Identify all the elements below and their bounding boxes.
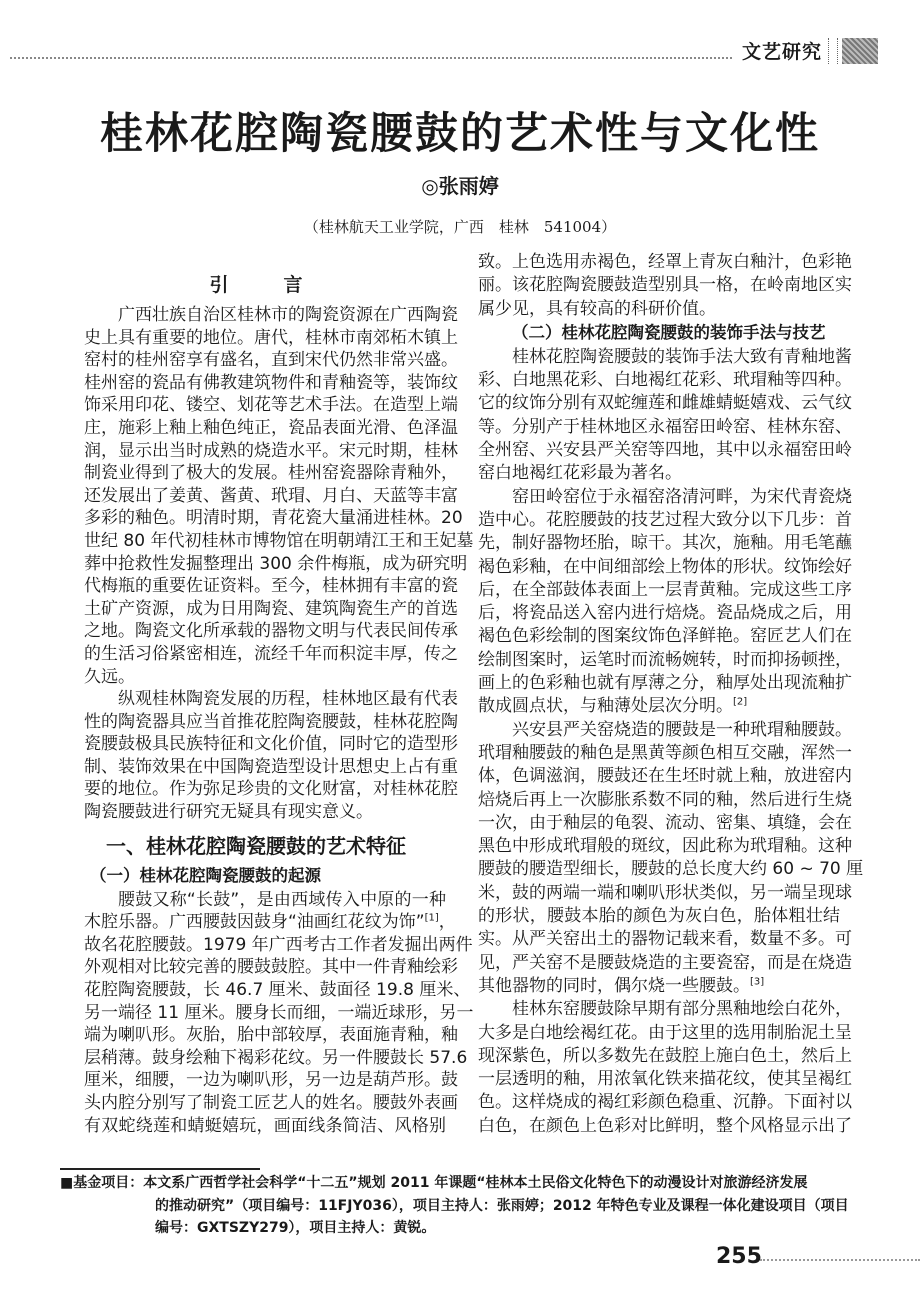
line-text: 其他器物的同时，偶尔烧一些腰鼓。	[478, 975, 750, 996]
text-line	[84, 979, 471, 1002]
text-line	[84, 440, 458, 463]
line-text: 代梅瓶的重要佐证资料。至今，桂林拥有丰富的瓷	[84, 576, 458, 597]
subsection-heading	[478, 321, 840, 346]
text-line	[84, 733, 458, 756]
line-text: 一层透明的釉，用浓氧化铁来描花纹，使其呈褐红	[478, 1069, 852, 1090]
text-line	[478, 602, 852, 625]
text-line	[84, 1024, 458, 1047]
line-text: 层稍薄。鼓身绘釉下褐彩花纹。另一件腰鼓长 57.6	[84, 1047, 468, 1068]
text-line	[478, 439, 852, 462]
line-text: 引 言	[209, 274, 321, 296]
text-line	[478, 556, 852, 579]
line-text: 纵观桂林陶瓷发展的历程，桂林地区最有代表	[118, 689, 458, 710]
citation-ref: [3]	[750, 976, 765, 988]
text-line	[478, 274, 852, 297]
citation-ref: [1]	[424, 912, 439, 924]
text-line	[478, 695, 840, 718]
text-line	[84, 756, 458, 779]
line-text: （二）桂林花腔陶瓷腰鼓的装饰手法与技艺	[512, 322, 826, 342]
text-line	[478, 369, 852, 392]
line-text: 之地。陶瓷文化所承载的器物文明与代表民间传承	[84, 621, 458, 642]
text-line	[84, 1092, 458, 1115]
line-text: 久远。	[84, 666, 135, 687]
left-column	[84, 270, 474, 1137]
line-text: 一、桂林花腔陶瓷腰鼓的艺术特征	[106, 833, 406, 858]
text-line	[478, 905, 840, 928]
line-text: 还发展出了姜黄、酱黄、玳瑁、月白、天蓝等丰富	[84, 485, 458, 506]
line-text: 丽。该花腔陶瓷腰鼓造型别具一格，在岭南地区实	[478, 275, 852, 296]
text-line	[84, 666, 446, 689]
text-line	[84, 778, 458, 801]
line-text: 花腔陶瓷腰鼓，长 46.7 厘米、鼓面径 19.8 厘米、	[84, 980, 471, 1001]
text-line	[84, 711, 458, 734]
header-rule	[10, 57, 732, 59]
text-line	[478, 416, 852, 439]
section-heading	[84, 270, 446, 304]
line-text: 故名花腔腰鼓。1979 年广西考古工作者发掘出两件	[84, 934, 473, 955]
text-line	[478, 625, 852, 648]
text-line	[84, 598, 458, 621]
line-text: 制瓷业得到了极大的发展。桂州窑瓷器除青釉外，	[84, 463, 458, 484]
text-line	[84, 801, 446, 824]
text-line	[84, 1115, 446, 1138]
header-decoration-bars	[828, 38, 838, 64]
text-line	[478, 298, 840, 321]
line-text: 先，制好器物坯胎，晾干。其次，施釉。用毛笔蘸	[478, 533, 852, 554]
line-text: 的形状，腰鼓本胎的颜色为灰白色，胎体粗壮结	[478, 906, 840, 927]
text-line	[478, 882, 852, 905]
article-author: ◎张雨婷	[421, 174, 499, 198]
section-heading	[84, 824, 446, 864]
line-text: 兴安县严关窑烧造的腰鼓是一种玳瑁釉腰鼓。	[512, 719, 852, 740]
line-text: 外观相对比较完善的腰鼓鼓腔。其中一件青釉绘彩	[84, 957, 458, 978]
text-line	[478, 579, 852, 602]
subsection-heading	[84, 864, 446, 889]
line-text: 实。从严关窑出土的器物记载来看，数量不多。可	[478, 929, 852, 950]
text-line	[84, 643, 458, 666]
header-decoration-block	[842, 38, 878, 64]
line-text: 饰采用印花、镂空、划花等艺术手法。在造型上端	[84, 395, 458, 416]
line-text: 体，色调滋润，腰鼓还在生坯时就上釉，放进窑内	[478, 766, 852, 787]
line-text: 玳瑁釉腰鼓的釉色是黑黄等颜色相互交融，浑然一	[478, 742, 852, 763]
text-line	[84, 304, 458, 327]
footnote-line: 编号：GXTSZY279），项目主持人：黄锐。	[155, 1220, 436, 1236]
text-line	[478, 509, 852, 532]
line-text: 白色，在颜色上色彩对比鲜明，整个风格显示出了	[478, 1115, 852, 1136]
text-line	[84, 934, 473, 957]
footnote-rule	[60, 1168, 260, 1170]
line-text: 彩、白地黑花彩、白地褐红花彩、玳瑁釉等四种。	[478, 370, 852, 391]
line-text: 陶瓷腰鼓进行研究无疑具有现实意义。	[84, 802, 373, 823]
line-text: 褐色彩釉，在中间细部绘上物体的形状。纹饰绘好	[478, 556, 852, 577]
text-line	[84, 394, 458, 417]
text-line	[84, 1069, 458, 1092]
line-text: 窑田岭窑位于永福窑洛清河畔，为宋代青瓷烧	[512, 486, 852, 507]
line-text: 它的纹饰分别有双蛇缠莲和雌雄蜻蜓嬉戏、云气纹	[478, 393, 852, 414]
line-text: （一）桂林花腔陶瓷腰鼓的起源	[90, 865, 321, 885]
line-text: 一次，由于釉层的龟裂、流动、密集、填缝，会在	[478, 812, 852, 833]
article-title: 桂林花腔陶瓷腰鼓的艺术性与文化性	[100, 109, 820, 159]
line-text: 性的陶瓷器具应当首推花腔陶瓷腰鼓，桂林花腔陶	[84, 711, 458, 732]
text-line	[478, 858, 864, 881]
section-label: 文艺研究	[742, 41, 823, 63]
text-line	[84, 417, 458, 440]
text-line	[478, 952, 852, 975]
text-line	[84, 372, 458, 395]
text-line	[84, 1047, 468, 1070]
text-line	[84, 462, 458, 485]
right-column	[478, 251, 864, 1138]
line-text: 葬中抢救性发掘整理出 300 余件梅瓶，成为研究明	[84, 553, 468, 574]
text-line	[84, 575, 458, 598]
text-line	[478, 975, 840, 998]
citation-ref: [2]	[733, 696, 748, 708]
line-text: 色。这样烧成的褐红彩颜色稳重、沉静。下面衬以	[478, 1092, 852, 1113]
line-text: 有双蛇绕莲和蜻蜓嬉玩，画面线条简洁、风格别	[84, 1115, 446, 1136]
text-line	[84, 530, 474, 553]
text-line	[478, 719, 852, 742]
line-text: 多彩的釉色。明清时期，青花瓷大量涌进桂林。20	[84, 508, 463, 529]
line-text: 桂州窑的瓷品有佛教建筑物件和青釉瓷等，装饰纹	[84, 372, 458, 393]
text-line	[478, 1115, 852, 1138]
line-text: 后，将瓷品送入窑内进行焙烧。瓷品烧成之后，用	[478, 603, 852, 624]
text-line	[478, 1022, 852, 1045]
funding-footnote	[60, 1172, 860, 1240]
line-text: 等。分别产于桂林地区永福窑田岭窑、桂林东窑、	[478, 416, 852, 437]
article-affiliation: （桂林航天工业学院，广西 桂林 541004）	[303, 218, 617, 236]
line-text: 润，显示出当时成熟的烧造水平。宋元时期，桂林	[84, 440, 458, 461]
text-line	[84, 911, 456, 934]
text-line	[478, 672, 852, 695]
line-text: 腰鼓的腰造型细长，腰鼓的总长度大约 60 ~ 70 厘	[478, 859, 864, 880]
line-text: 褐色色彩绘制的图案纹饰色泽鲜艳。窑匠艺人们在	[478, 626, 852, 647]
text-line	[478, 928, 852, 951]
text-line	[84, 485, 458, 508]
text-line	[478, 1045, 852, 1068]
line-text: 广西壮族自治区桂林市的陶瓷资源在广西陶瓷	[118, 305, 458, 325]
line-text: 见，严关窑不是腰鼓烧造的主要瓷窑，而是在烧造	[478, 952, 852, 973]
line-text: 土矿产资源，成为日用陶瓷、建筑陶瓷生产的首选	[84, 598, 458, 619]
line-text: 另一端径 11 厘米。腰身长而细，一端近球形，另一	[84, 1002, 474, 1023]
line-text: 后，在全部鼓体表面上一层青黄釉。完成这些工序	[478, 579, 852, 600]
page-number: 255	[716, 1244, 762, 1269]
text-line	[84, 349, 458, 372]
line-text: ，	[438, 912, 456, 933]
line-text: 焙烧后再上一次膨胀系数不同的釉，然后进行生烧	[478, 789, 852, 810]
text-line	[478, 532, 852, 555]
line-text: 要的地位。作为弥足珍贵的文化财富，对桂林花腔	[84, 779, 458, 800]
line-text: 全州窑、兴安县严关窑等四地，其中以永福窑田岭	[478, 440, 852, 461]
line-text: 庄，施彩上釉上釉色纯正，瓷品表面光滑、色泽温	[84, 417, 458, 438]
text-line	[84, 507, 463, 530]
text-line	[478, 812, 852, 835]
line-text: 属少见，具有较高的科研价值。	[478, 298, 716, 319]
line-text: 头内腔分别写了制瓷工匠艺人的姓名。腰鼓外表画	[84, 1093, 458, 1113]
line-text: 造中心。花腔腰鼓的技艺过程大致分以下几步：首	[478, 509, 852, 530]
line-text: 大多是白地绘褐红花。由于这里的选用制胎泥土呈	[478, 1022, 852, 1043]
line-text: 米，鼓的两端一端和喇叭形状类似，另一端呈现球	[478, 882, 852, 903]
line-text: 绘制图案时，运笔时而流畅婉转，时而抑扬顿挫，	[478, 649, 852, 670]
text-line	[478, 835, 852, 858]
line-text: 窑村的桂州窑享有盛名，直到宋代仍然非常兴盛。	[84, 350, 458, 371]
text-line	[478, 462, 840, 485]
text-line	[478, 998, 852, 1021]
line-text: 致。上色选用赤褐色，经罩上青灰白釉汁，色彩艳	[478, 252, 852, 272]
footnote-line: 的推动研究”（项目编号：11FJY036），项目主持人：张雨婷；2012 年特色专业及课程一体化建设项目（项目	[155, 1197, 849, 1214]
line-text: 的生活习俗紧密相连，流经千年而积淀丰厚，传之	[84, 643, 458, 664]
line-text: 散成圆点状，与釉薄处层次分明。	[478, 696, 733, 717]
text-line	[84, 889, 446, 912]
text-line	[478, 742, 852, 765]
text-line	[478, 251, 852, 274]
line-text: 端为喇叭形。灰胎，胎中部较厚，表面施青釉，釉	[84, 1025, 458, 1046]
footnote-line: ■基金项目：本文系广西哲学社会科学“十二五”规划 2011 年课题“桂林本土民俗文化特色下的动漫设计对旅游经济发展	[60, 1175, 808, 1191]
text-line	[84, 1002, 474, 1025]
line-text: 黑色中形成玳瑁般的斑纹，因此称为玳瑁釉。这种	[478, 836, 852, 857]
text-line	[478, 392, 852, 415]
text-line	[84, 620, 458, 643]
text-line	[478, 346, 852, 369]
text-line	[478, 789, 852, 812]
line-text: 世纪 80 年代初桂林市博物馆在明朝靖江王和王妃墓	[84, 530, 474, 551]
line-text: 制、装饰效果在中国陶瓷造型设计思想史上占有重	[84, 756, 458, 777]
page-number-rule	[760, 1259, 920, 1261]
text-line	[478, 486, 852, 509]
line-text: 窑白地褐红花彩最为著名。	[478, 463, 682, 484]
line-text: 瓷腰鼓极具民族特征和文化价值，同时它的造型形	[84, 734, 458, 755]
text-line	[478, 1091, 852, 1114]
line-text: 史上具有重要的地位。唐代，桂林市南郊柘木镇上	[84, 327, 458, 348]
text-line	[84, 553, 468, 576]
line-text: 画上的色彩釉也就有厚薄之分，釉厚处出现流釉扩	[478, 673, 852, 694]
text-line	[478, 1068, 852, 1091]
text-line	[84, 688, 458, 711]
text-line	[478, 765, 852, 788]
line-text: 木腔乐器。广西腰鼓因鼓身“油画红花纹为饰”	[84, 912, 425, 933]
line-text: 厘米，细腰，一边为喇叭形，另一边是葫芦形。鼓	[84, 1070, 458, 1091]
text-line	[84, 327, 458, 350]
text-line	[478, 649, 852, 672]
text-line	[84, 956, 458, 979]
line-text: 桂林东窑腰鼓除早期有部分黑釉地绘白花外，	[512, 999, 852, 1020]
line-text: 腰鼓又称“长鼓”，是由西域传入中原的一种	[118, 889, 446, 910]
line-text: 桂林花腔陶瓷腰鼓的装饰手法大致有青釉地酱	[512, 346, 852, 367]
line-text: 现深紫色，所以多数先在鼓腔上施白色土，然后上	[478, 1045, 852, 1066]
